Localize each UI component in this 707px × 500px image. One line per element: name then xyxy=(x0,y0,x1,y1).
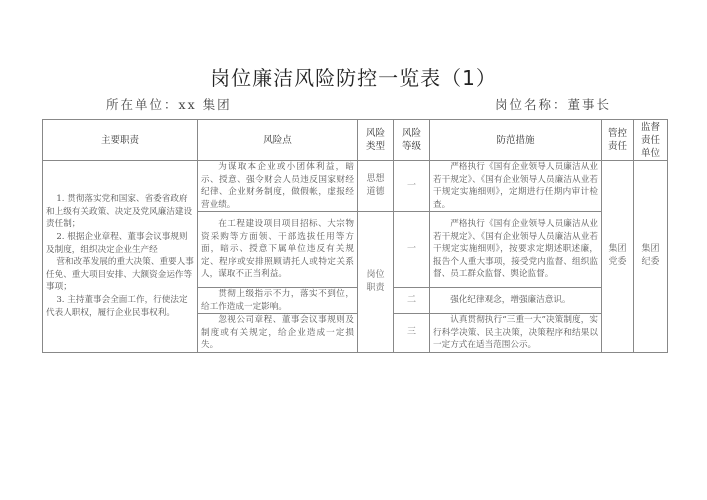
measures-cell: 强化纪律观念，增强廉洁意识。 xyxy=(430,288,602,314)
header-duties: 主要职责 xyxy=(43,120,198,161)
risk-type-cell: 岗位职责 xyxy=(358,212,394,353)
duty-item: 2. 根据企业章程、董事会议事规则及制度，组织决定企业生产经 xyxy=(46,232,188,255)
risk-control-table xyxy=(42,119,668,353)
duty-item: 1. 贯彻落实党和国家、省委省政府和上级有关政策、决定及党风廉洁建设责任制； xyxy=(46,194,193,230)
risk-point-cell: 贯彻上级指示不力，落实不到位，给工作造成一定影响。 xyxy=(198,288,358,314)
supervision-cell: 集团纪委 xyxy=(634,161,668,353)
header-control: 管控责任 xyxy=(602,120,634,161)
header-measures: 防范措施 xyxy=(430,120,602,161)
risk-level-cell: 三 xyxy=(394,314,430,353)
unit-value: xx 集团 xyxy=(178,97,232,112)
post-value: 董事长 xyxy=(567,97,612,112)
risk-point-cell: 为谋取本企业或小团体利益，暗示、授意、强令财会人员违反国家财经纪律、企业财务制度，做假帐，虚报经营业绩。 xyxy=(198,161,358,212)
unit-label: 所在单位： xyxy=(106,97,179,112)
header-row xyxy=(43,120,668,161)
risk-point-cell: 忽视公司章程、董事会议事规则及制度或有关规定，给企业造成一定损失。 xyxy=(198,314,358,353)
duties-cell xyxy=(43,161,198,353)
post-info xyxy=(495,95,611,113)
header-supervision: 监督责任单位 xyxy=(634,120,668,161)
control-cell: 集团党委 xyxy=(602,161,634,353)
header-risk-point: 风险点 xyxy=(198,120,358,161)
measures-cell: 严格执行《国有企业领导人员廉洁从业若干规定》、《国有企业领导人员廉洁从业若干规定实施细则》，定期进行任期内审计检查。 xyxy=(430,161,602,212)
post-label: 岗位名称： xyxy=(495,97,568,112)
duty-item: 3. 主持董事会全面工作，行使法定代表人职权，履行企业民事权利。 xyxy=(46,295,188,318)
risk-level-cell: 二 xyxy=(394,288,430,314)
table-row xyxy=(43,161,668,212)
risk-point-cell: 在工程建设项目项目招标、大宗物资采购等方面领、干部选拔任用等方面，暗示、授意下属单位违反有关规定、程序或安排照顾请托人或特定关系人，谋取不正当利益。 xyxy=(198,212,358,288)
measures-cell: 认真贯彻执行“三重一大”决策制度，实行科学决策、民主决策，决策程序和结果以一定方式在适当范围公示。 xyxy=(430,314,602,353)
header-risk-level: 风险等级 xyxy=(394,120,430,161)
duty-item: 营和改革发展的重大决策、重要人事任免、重大项目安排、大额资金运作等事项； xyxy=(46,257,194,293)
page-title: 岗位廉洁风险防控一览表（1） xyxy=(210,66,497,90)
risk-level-cell: 一 xyxy=(394,212,430,288)
risk-type-cell: 思想道德 xyxy=(358,161,394,212)
header-risk-type: 风险类型 xyxy=(358,120,394,161)
measures-cell: 严格执行《国有企业领导人员廉洁从业若干规定》、《国有企业领导人员廉洁从业若干规定实施细则》，按要求定期述职述廉，报告个人重大事项，接受党内监督、组织监督、员工群众监督、舆论监督。 xyxy=(430,212,602,288)
risk-level-cell: 一 xyxy=(394,161,430,212)
unit-info xyxy=(106,95,232,113)
